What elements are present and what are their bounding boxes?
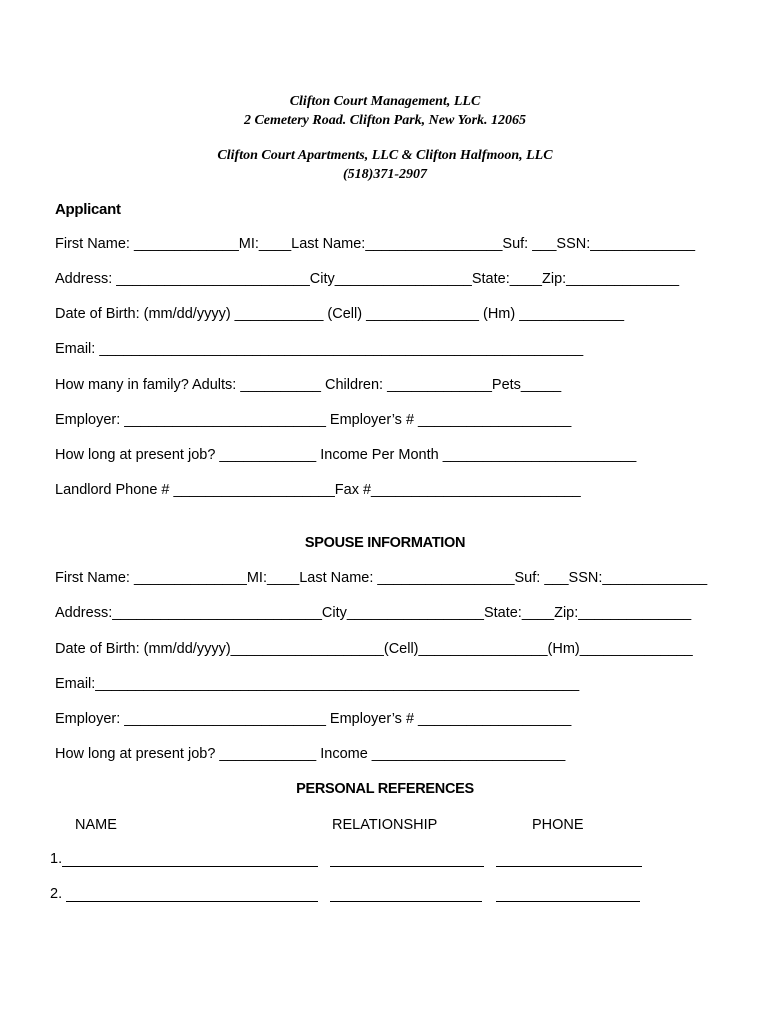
column-name: NAME bbox=[75, 817, 117, 833]
applicant-name-line[interactable]: First Name: _____________MI:____Last Name:_________________Suf: ___SSN:_____________ bbox=[55, 236, 696, 252]
spouse-job-line[interactable]: How long at present job? ____________ Income ________________________ bbox=[55, 746, 566, 762]
spouse-email-line[interactable]: Email:____________________________________________________________ bbox=[55, 676, 580, 692]
reference-number: 2. bbox=[50, 886, 63, 902]
applicant-job-line[interactable]: How long at present job? ____________ Income Per Month ________________________ bbox=[55, 447, 637, 463]
column-relationship: RELATIONSHIP bbox=[332, 817, 438, 833]
column-phone: PHONE bbox=[532, 817, 584, 833]
reference-phone-field[interactable] bbox=[496, 901, 640, 902]
spouse-heading: SPOUSE INFORMATION bbox=[304, 535, 466, 551]
reference-number: 1. bbox=[50, 851, 63, 867]
references-heading: PERSONAL REFERENCES bbox=[296, 781, 474, 797]
reference-name-field[interactable] bbox=[62, 866, 318, 867]
spouse-address-line[interactable]: Address:__________________________City_________________State:____Zip:______________ bbox=[55, 605, 692, 621]
company-entities: Clifton Court Apartments, LLC & Clifton Halfmoon, LLC bbox=[217, 148, 553, 163]
company-address: 2 Cemetery Road. Clifton Park, New York. 12065 bbox=[243, 113, 527, 128]
reference-relationship-field[interactable] bbox=[330, 901, 482, 902]
applicant-landlord-line[interactable]: Landlord Phone # ____________________Fax #__________________________ bbox=[55, 482, 581, 498]
applicant-email-line[interactable]: Email: ____________________________________________________________ bbox=[55, 341, 584, 357]
spouse-employer-line[interactable]: Employer: _________________________ Employer’s # ___________________ bbox=[55, 711, 572, 727]
spouse-name-line[interactable]: First Name: ______________MI:____Last Name: _________________Suf: ___SSN:_____________ bbox=[55, 570, 708, 586]
company-phone: (518)371-2907 bbox=[343, 167, 427, 182]
spouse-dob-line[interactable]: Date of Birth: (mm/dd/yyyy)___________________(Cell)________________(Hm)______________ bbox=[55, 641, 693, 657]
reference-name-field[interactable] bbox=[66, 901, 318, 902]
applicant-employer-line[interactable]: Employer: _________________________ Employer’s # ___________________ bbox=[55, 412, 572, 428]
applicant-dob-line[interactable]: Date of Birth: (mm/dd/yyyy) ___________ (Cell) ______________ (Hm) _____________ bbox=[55, 306, 625, 322]
applicant-heading: Applicant bbox=[55, 201, 121, 218]
company-name: Clifton Court Management, LLC bbox=[289, 94, 481, 109]
reference-relationship-field[interactable] bbox=[330, 866, 484, 867]
reference-phone-field[interactable] bbox=[496, 866, 642, 867]
applicant-family-line[interactable]: How many in family? Adults: __________ Children: _____________Pets_____ bbox=[55, 377, 562, 393]
applicant-address-line[interactable]: Address: ________________________City_________________State:____Zip:______________ bbox=[55, 271, 680, 287]
